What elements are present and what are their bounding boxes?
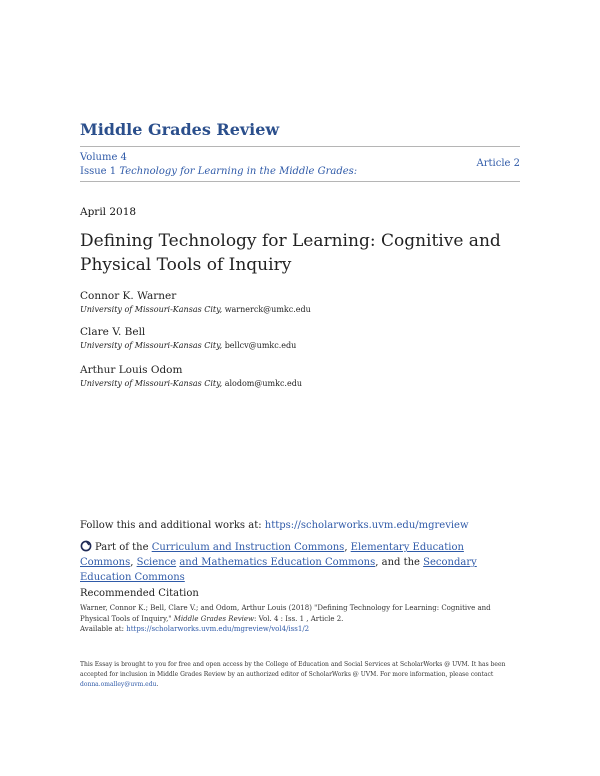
- citation-body: Warner, Connor K.; Bell, Clare V.; and Odom, Arthur Louis (2018) "Defining Technology for Learning: Cognitive and Physical Tools of Inquiry,": [80, 604, 491, 623]
- publication-date: April 2018: [80, 206, 137, 218]
- and-the-text: , and the: [375, 557, 420, 568]
- article-number-link[interactable]: Article 2: [476, 158, 520, 169]
- author-affiliation: University of Missouri-Kansas City, alodom@umkc.edu: [80, 379, 302, 388]
- commons-link-science-a[interactable]: Science: [136, 557, 177, 568]
- author-email[interactable]: warnerck@umkc.edu: [224, 305, 311, 314]
- affiliation-name: University of Missouri-Kansas City: [80, 305, 220, 314]
- footer-text: This Essay is brought to you for free and open access by the College of Education and Social Services at ScholarWorks @ UVM. It has been accepted for inclusion in Middle Grades Review by an authorized editor of ScholarWorks @ UVM. For more information, please contact: [80, 661, 506, 678]
- affiliation-name: University of Missouri-Kansas City: [80, 379, 220, 388]
- follow-url-link[interactable]: https://scholarworks.uvm.edu/mgreview: [264, 520, 469, 531]
- issue-title: Technology for Learning in the Middle Grades:: [119, 166, 358, 177]
- author-affiliation: University of Missouri-Kansas City, bellcv@umkc.edu: [80, 341, 297, 350]
- author-affiliation: University of Missouri-Kansas City, warnerck@umkc.edu: [80, 305, 311, 314]
- available-at-label: Available at:: [80, 625, 124, 633]
- follow-line: [80, 520, 469, 531]
- affiliation-name: University of Missouri-Kansas City: [80, 341, 220, 350]
- volume-link[interactable]: Volume 4: [80, 152, 127, 163]
- author-email[interactable]: bellcv@umkc.edu: [224, 341, 297, 350]
- commons-link-curriculum[interactable]: Curriculum and Instruction Commons: [151, 542, 345, 553]
- citation-journal: Middle Grades Review: [173, 614, 255, 623]
- citation-body-2: : Vol. 4 : Iss. 1 , Article 2.: [254, 614, 344, 623]
- citation-text: [80, 603, 520, 635]
- part-of-prefix: Part of the: [95, 542, 149, 553]
- commons-link-elementary[interactable]: Elementary Education Commons: [80, 542, 464, 568]
- recommended-citation-heading: Recommended Citation: [80, 588, 199, 599]
- issue-label: Issue 1: [80, 166, 117, 177]
- header-divider-bottom: [80, 181, 520, 182]
- follow-text: Follow this and additional works at:: [80, 520, 262, 531]
- issue-line[interactable]: [80, 166, 357, 177]
- author-name: Connor K. Warner: [80, 290, 177, 302]
- footer-end: .: [156, 681, 159, 688]
- author-name: Arthur Louis Odom: [80, 364, 183, 376]
- open-access-icon: [80, 540, 92, 552]
- contact-email-link[interactable]: donna.omalley@uvm.edu: [80, 681, 157, 688]
- commons-link-science-b[interactable]: and Mathematics Education Commons: [179, 557, 376, 568]
- author-name: Clare V. Bell: [80, 326, 146, 338]
- part-of-commons: Part of the Curriculum and Instruction Commons, Elementary Education Commons, Science and Mathematics Education Commons, and the Secondary Education Commons: [80, 542, 477, 583]
- citation-url-link[interactable]: https://scholarworks.uvm.edu/mgreview/vol4/iss1/2: [126, 625, 310, 633]
- article-title: Defining Technology for Learning: Cognitive and Physical Tools of Inquiry: [80, 231, 501, 275]
- commons-link-secondary[interactable]: Secondary Education Commons: [80, 557, 477, 583]
- author-email[interactable]: alodom@umkc.edu: [224, 379, 302, 388]
- header-divider-top: [80, 146, 520, 147]
- footer-note: [80, 660, 520, 690]
- journal-title[interactable]: Middle Grades Review: [80, 120, 280, 139]
